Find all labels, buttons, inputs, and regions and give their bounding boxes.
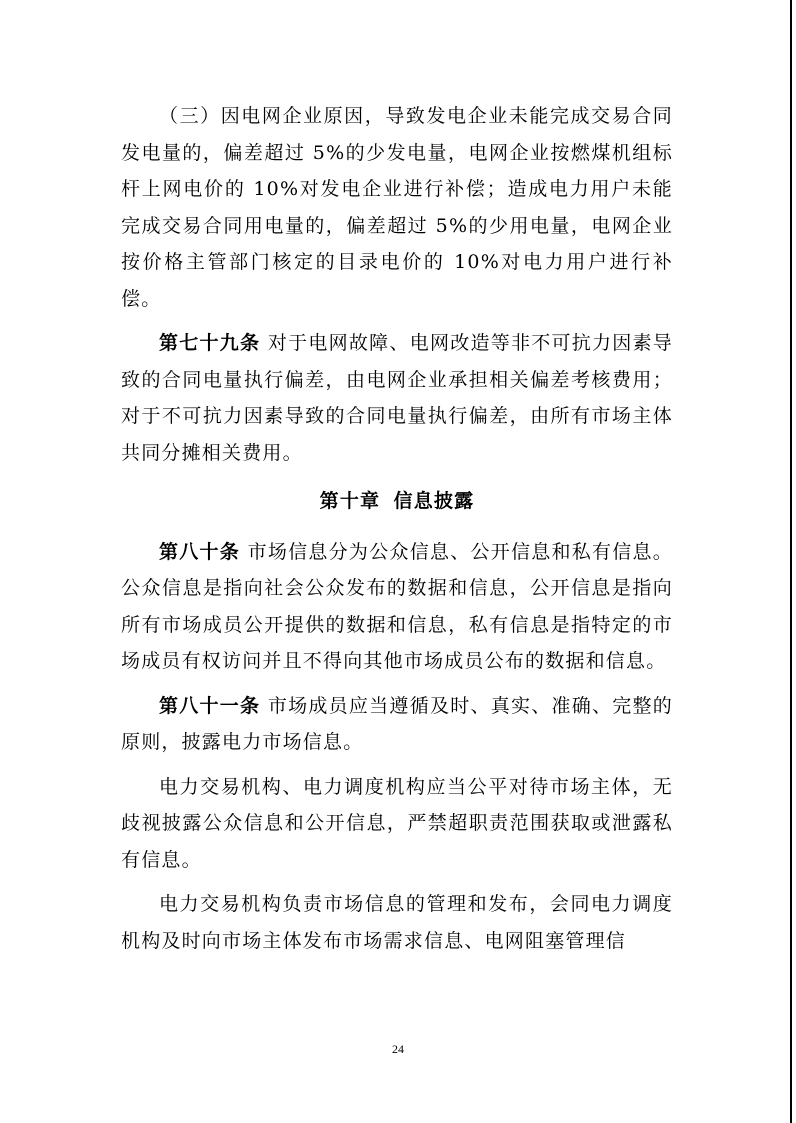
- article-text: 市场信息分为公众信息、公开信息和私有信息。公众信息是指向社会公众发布的数据和信息，公开信息是指向所有市场成员公开提供的数据和信息，私有信息是指特定的市场成员有权访问并且不得向其他市场成员公布的数据和信息。: [121, 540, 674, 672]
- article-80: [121, 534, 673, 680]
- article-heading: 第八十条: [159, 540, 241, 563]
- chapter-number: 第十章: [319, 490, 381, 512]
- paragraph-text: 电力交易机构负责市场信息的管理和发布，会同电力调度机构及时向市场主体发布市场需求信息、电网阻塞管理信: [121, 893, 673, 952]
- page-number: 24: [392, 1042, 404, 1056]
- article-text: 对于电网故障、电网改造等非不可抗力因素导致的合同电量执行偏差，由电网企业承担相关偏差考核费用；对于不可抗力因素导致的合同电量执行偏差，由所有市场主体共同分摊相关费用。: [121, 332, 673, 464]
- article-81: [121, 688, 673, 761]
- article-text: 市场成员应当遵循及时、真实、准确、完整的原则，披露电力市场信息。: [121, 694, 673, 753]
- page-edge-line: [790, 0, 792, 1123]
- paragraph-clause-3: [121, 98, 673, 317]
- paragraph-info-management: [121, 886, 673, 959]
- paragraph-fair-treatment: [121, 769, 673, 879]
- article-heading: 第八十一条: [159, 694, 261, 717]
- chapter-title: 信息披露: [393, 490, 475, 512]
- document-body: [121, 98, 673, 959]
- chapter-heading: [121, 483, 673, 520]
- article-79: [121, 325, 673, 471]
- article-heading: 第七十九条: [159, 332, 261, 354]
- paragraph-text: （三）因电网企业原因，导致发电企业未能完成交易合同发电量的，偏差超过 5%的少发电量，电网企业按燃煤机组标杆上网电价的 10%对发电企业进行补偿；造成电力用户未能完成交易合同用电量的，偏差超过 5%的少用电量，电网企业按价格主管部门核定的目录电价的 10%对电力用户进行补偿。: [121, 105, 673, 310]
- paragraph-text: 电力交易机构、电力调度机构应当公平对待市场主体，无歧视披露公众信息和公开信息，严禁超职责范围获取或泄露私有信息。: [121, 775, 673, 871]
